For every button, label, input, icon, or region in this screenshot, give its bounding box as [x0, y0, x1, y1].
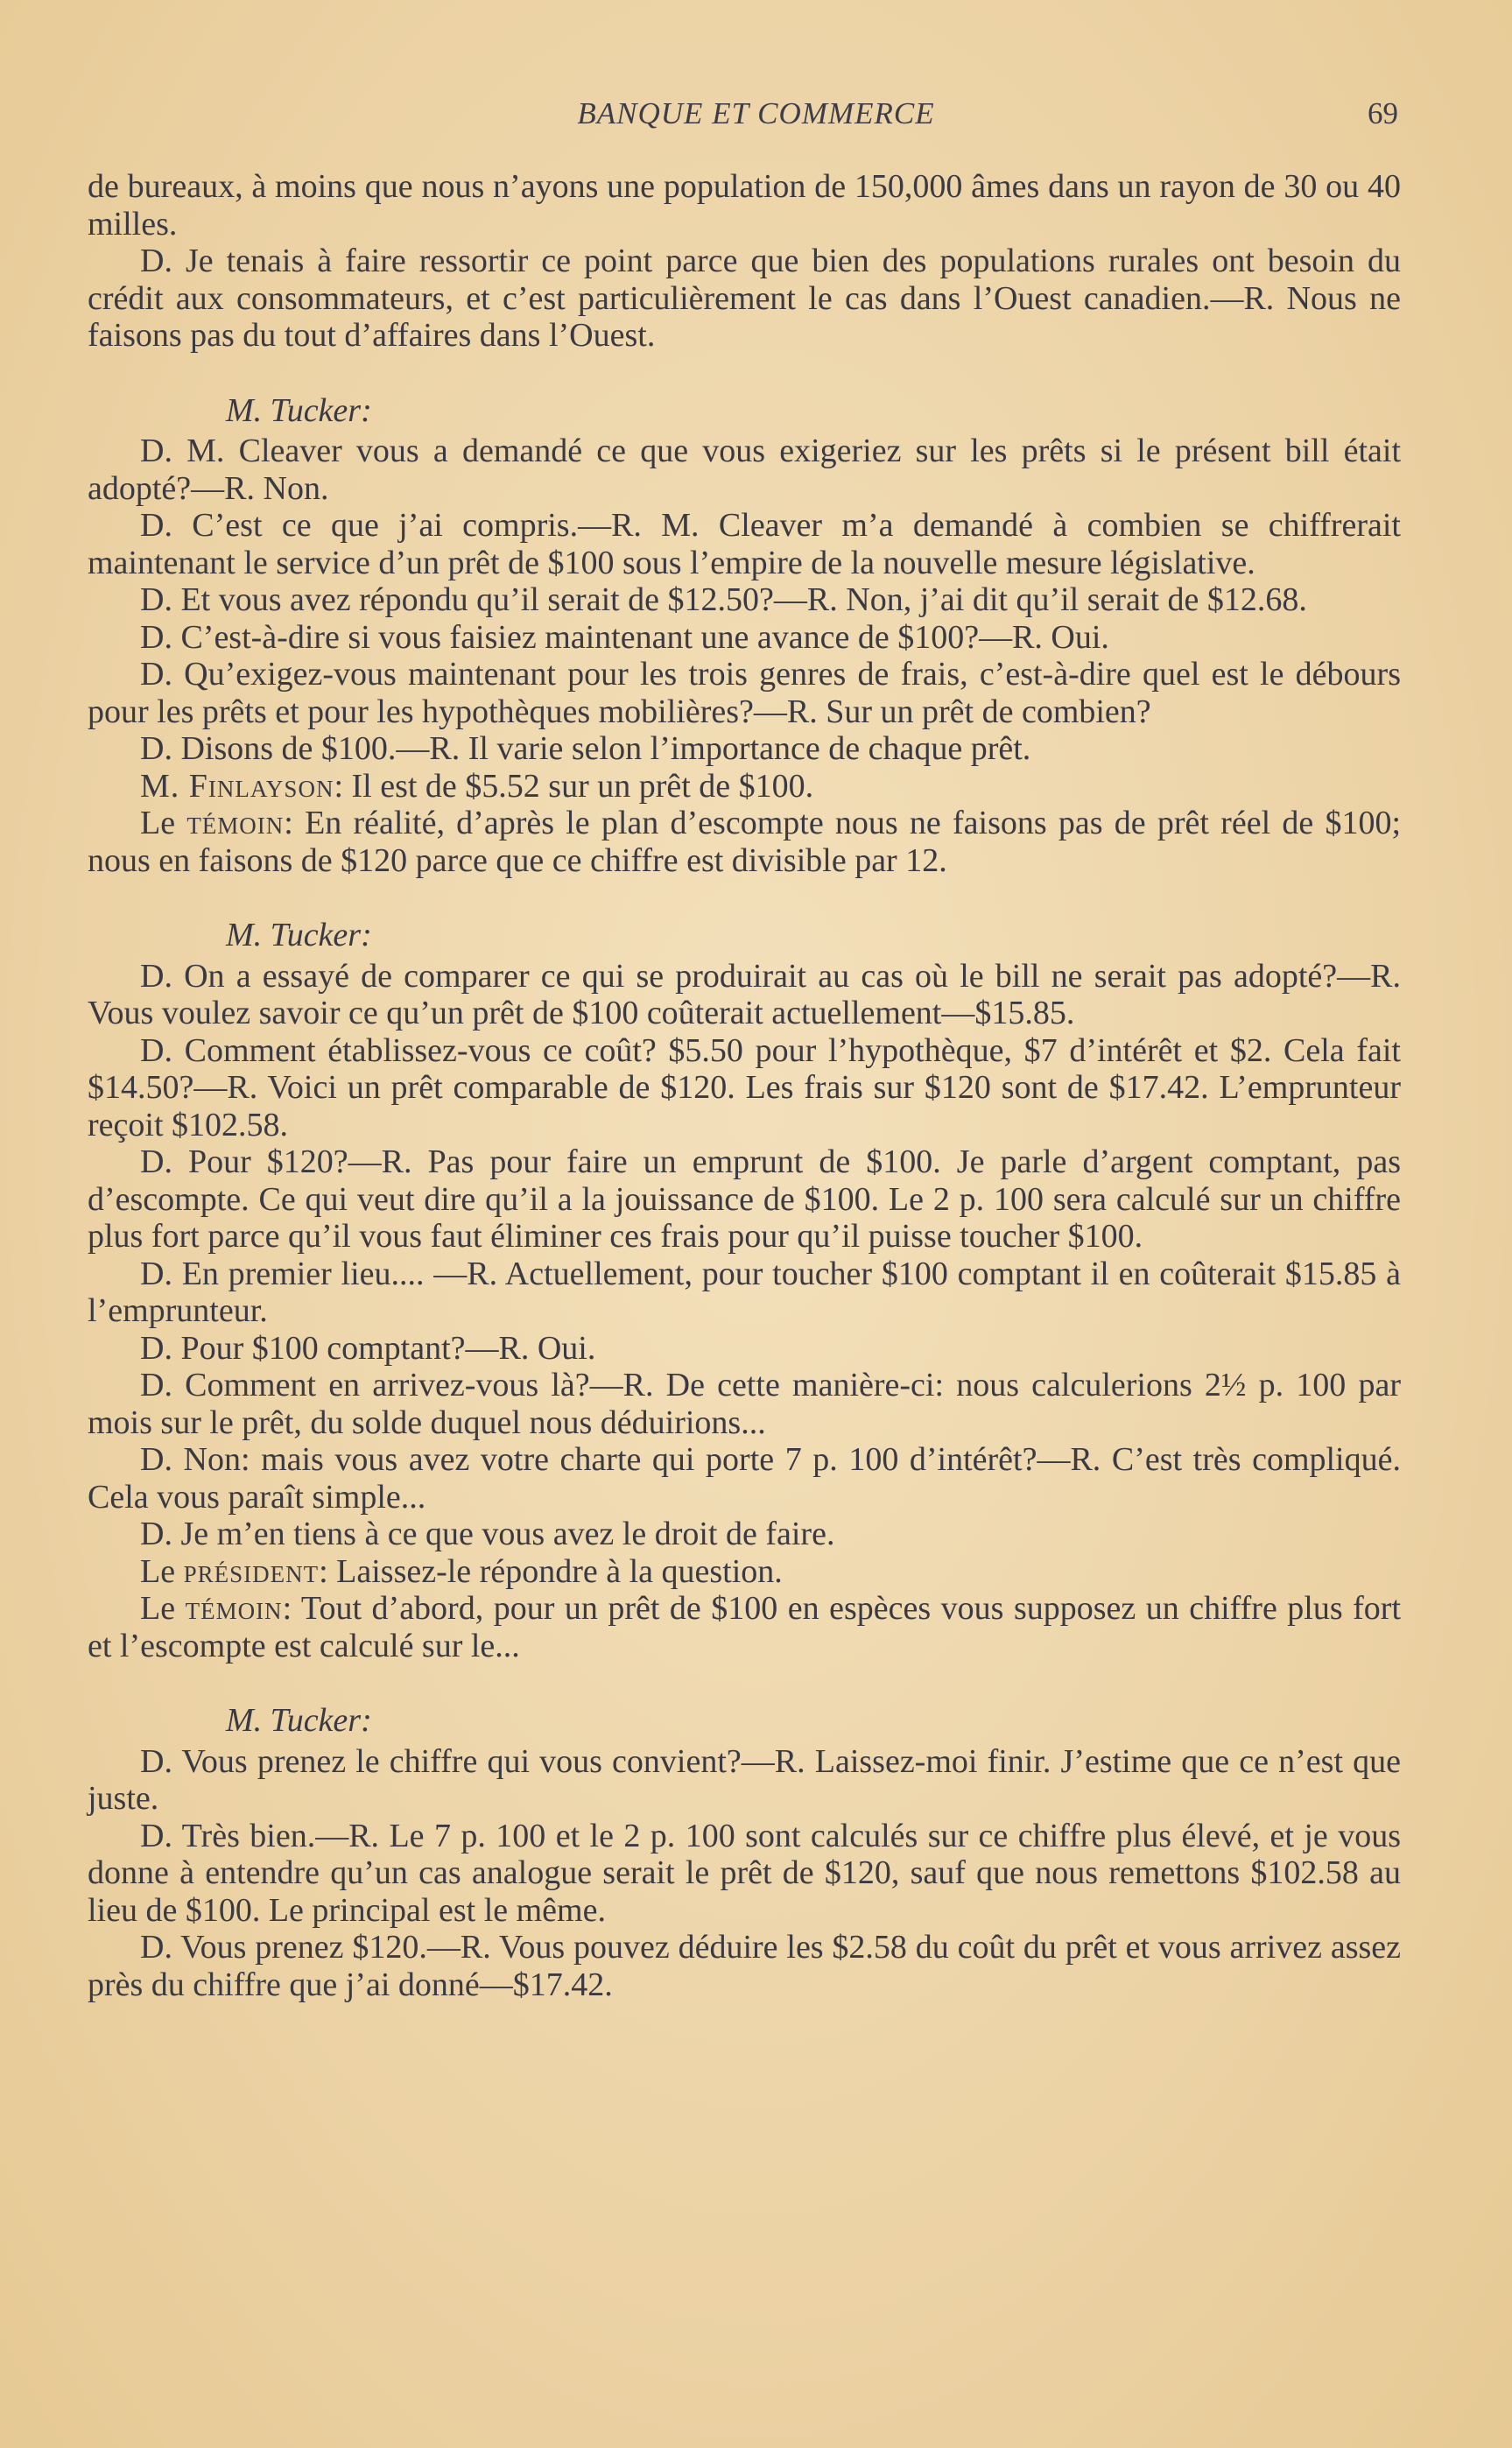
- paragraph: D. Qu’exigez-vous maintenant pour les trois genres de frais, c’est-à-dire quel est le débours pour les prêts et pour les hypothèques mobilières?—R. Sur un prêt de combien?: [88, 656, 1401, 730]
- paragraph: [88, 768, 1401, 805]
- paragraph: [88, 805, 1401, 879]
- speaker-label: président: [183, 1552, 320, 1590]
- paragraph: D. Je tenais à faire ressortir ce point parce que bien des populations rurales ont besoin du crédit aux consommateurs, et c’est particulièrement le cas dans l’Ouest canadien.—R. Nous ne faisons pas du tout d’affaires dans l’Ouest.: [88, 243, 1401, 354]
- paragraph: D. En premier lieu.... —R. Actuellement, pour toucher $100 comptant il en coûterait $15.85 à l’emprunteur.: [88, 1255, 1401, 1329]
- paragraph: de bureaux, à moins que nous n’ayons une population de 150,000 âmes dans un rayon de 30 ou 40 milles.: [88, 168, 1401, 243]
- body-text: [88, 168, 1401, 2003]
- paragraph: D. Pour $100 comptant?—R. Oui.: [140, 1329, 596, 1367]
- paragraph: D. Vous prenez le chiffre qui vous convient?—R. Laissez-moi finir. J’estime que ce n’est que juste.: [88, 1742, 1401, 1817]
- paragraph: D. On a essayé de comparer ce qui se produirait au cas où le bill ne serait pas adopté?—R. Vous voulez savoir ce qu’un prêt de $100 coûterait actuellement—$15.85.: [88, 957, 1401, 1031]
- page-number: 69: [1368, 96, 1398, 130]
- paragraph: D. Disons de $100.—R. Il varie selon l’importance de chaque prêt.: [140, 730, 1031, 767]
- speaker-heading: M. Tucker:: [226, 1702, 372, 1739]
- speaker-label-prefix: Le: [140, 805, 176, 841]
- speaker-label: témoin: [186, 805, 285, 841]
- speaker-heading: M. Tucker:: [226, 391, 372, 429]
- speaker-label-prefix: Le: [140, 1552, 176, 1590]
- paragraph-text: : En réalité, d’après le plan d’escompte nous ne faisons pas de prêt réel de $100; nous en faisons de $120 parce que ce chiffre est divisible par 12.: [88, 805, 1401, 879]
- paragraph: D. Comment en arrivez-vous là?—R. De cette manière-ci: nous calculerions 2½ p. 100 par mois sur le prêt, du solde duquel nous déduirions...: [88, 1367, 1401, 1441]
- paragraph: [88, 1553, 1401, 1591]
- speaker-label-prefix: Le: [140, 1590, 176, 1627]
- paragraph-text: : Tout d’abord, pour un prêt de $100 en espèces vous supposez un chiffre plus fort et l’escompte est calculé sur le...: [88, 1590, 1402, 1664]
- running-title: BANQUE ET COMMERCE: [577, 96, 935, 130]
- paragraph: D. Pour $120?—R. Pas pour faire un emprunt de $100. Je parle d’argent comptant, pas d’escompte. Ce qui veut dire qu’il a la jouissance de $100. Le 2 p. 100 sera calculé sur un chiffre plus fort parce qu’il vous faut éliminer ces frais pour qu’il puisse toucher $100.: [88, 1143, 1401, 1255]
- running-header: [0, 96, 1512, 140]
- paragraph-text: : Il est de $5.52 sur un prêt de $100.: [334, 767, 814, 805]
- paragraph-text: : Laissez-le répondre à la question.: [319, 1552, 783, 1590]
- paragraph: D. C’est-à-dire si vous faisiez maintenant une avance de $100?—R. Oui.: [140, 618, 1109, 656]
- paragraph: D. Très bien.—R. Le 7 p. 100 et le 2 p. 100 sont calculés sur ce chiffre plus élevé, et je vous donne à entendre qu’un cas analogue serait le prêt de $120, sauf que nous remettons $102.58 au lieu de $100. Le principal est le même.: [88, 1817, 1401, 1929]
- paragraph: D. Je m’en tiens à ce que vous avez le droit de faire.: [140, 1516, 835, 1552]
- paragraph: D. C’est ce que j’ai compris.—R. M. Cleaver m’a demandé à combien se chiffrerait maintenant le service d’un prêt de $100 sous l’empire de la nouvelle mesure législative.: [88, 507, 1401, 581]
- speaker-label: M. Finlayson: [140, 767, 334, 805]
- paragraph: [88, 1590, 1401, 1664]
- paragraph: D. Vous prenez $120.—R. Vous pouvez déduire les $2.58 du coût du prêt et vous arrivez assez près du chiffre que j’ai donné—$17.42.: [88, 1929, 1401, 2003]
- speaker-label: témoin: [185, 1590, 283, 1627]
- paragraph: D. M. Cleaver vous a demandé ce que vous exigeriez sur les prêts si le présent bill était adopté?—R. Non.: [88, 433, 1401, 507]
- paragraph: D. Non: mais vous avez votre charte qui porte 7 p. 100 d’intérêt?—R. C’est très compliqué. Cela vous paraît simple...: [88, 1441, 1401, 1516]
- paragraph: D. Et vous avez répondu qu’il serait de $12.50?—R. Non, j’ai dit qu’il serait de $12.68.: [140, 581, 1307, 618]
- paragraph: D. Comment établissez-vous ce coût? $5.50 pour l’hypothèque, $7 d’intérêt et $2. Cela fait $14.50?—R. Voici un prêt comparable de $120. Les frais sur $120 sont de $17.42. L’emprunteur reçoit $102.58.: [88, 1031, 1401, 1143]
- speaker-heading: M. Tucker:: [226, 917, 372, 953]
